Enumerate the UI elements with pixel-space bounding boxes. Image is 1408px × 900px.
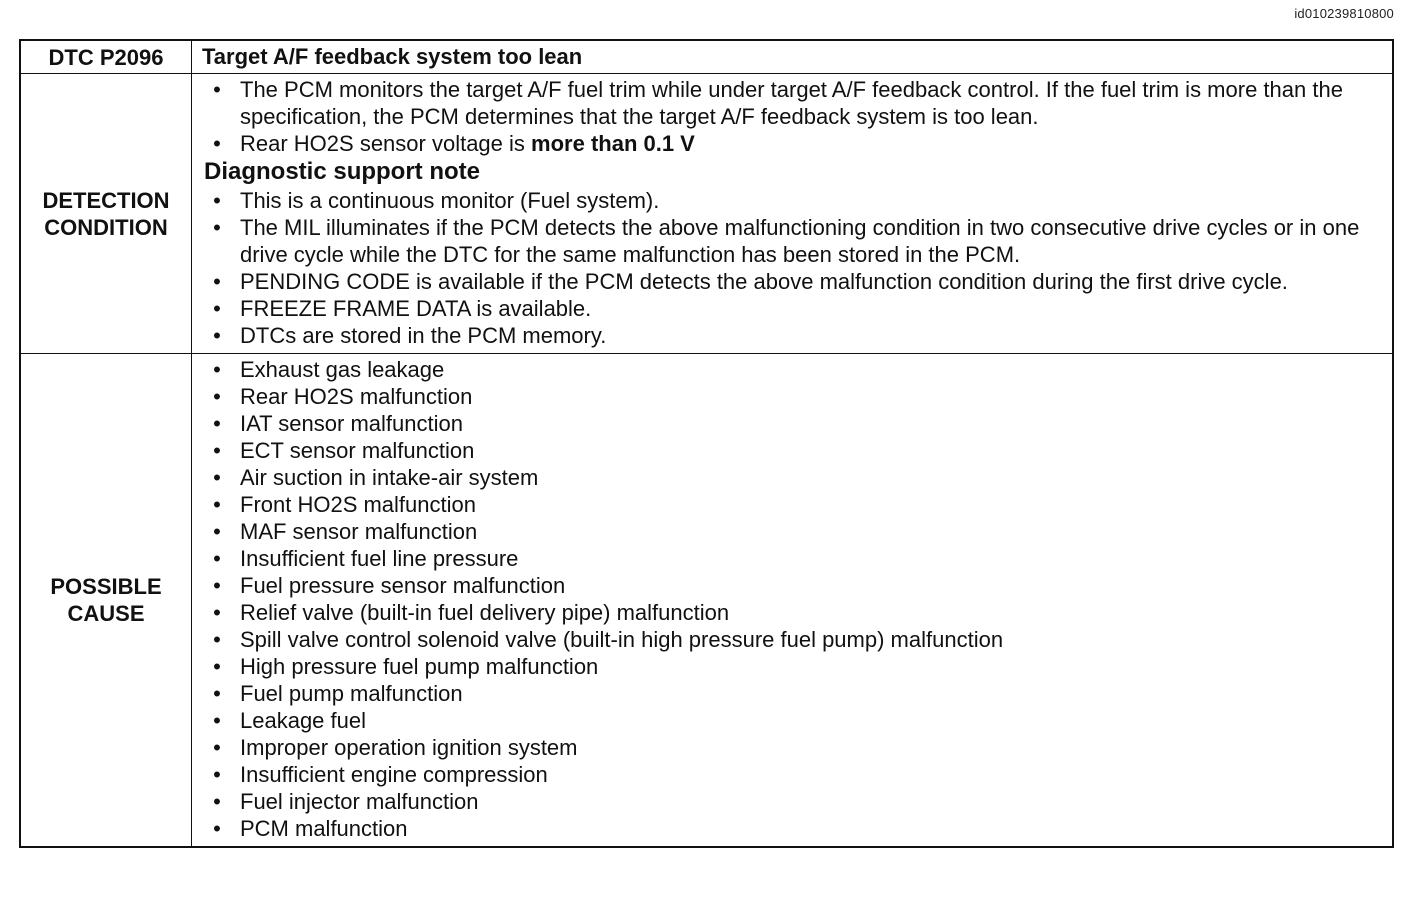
bullet-icon: • bbox=[213, 296, 221, 321]
possible-cause-label bbox=[20, 354, 192, 848]
possible-cause-text: PCM malfunction bbox=[240, 816, 408, 841]
support-note-list bbox=[204, 187, 1382, 349]
possible-cause-text: Improper operation ignition system bbox=[240, 735, 578, 760]
list-item bbox=[204, 187, 1382, 214]
bullet-icon: • bbox=[213, 323, 221, 348]
possible-cause-text: ECT sensor malfunction bbox=[240, 438, 475, 463]
bullet-icon: • bbox=[213, 519, 221, 544]
dtc-table bbox=[19, 39, 1394, 848]
list-item bbox=[204, 653, 1382, 680]
bullet-icon: • bbox=[213, 188, 221, 213]
list-item bbox=[204, 76, 1382, 130]
support-note-text: PENDING CODE is available if the PCM detects the above malfunction condition during the first drive cycle. bbox=[240, 269, 1288, 294]
bullet-icon: • bbox=[213, 573, 221, 598]
possible-cause-label-line2: CAUSE bbox=[67, 601, 145, 626]
bullet-icon: • bbox=[213, 269, 221, 294]
list-item bbox=[204, 295, 1382, 322]
possible-cause-content bbox=[192, 354, 1394, 848]
detection-label-line1: DETECTION bbox=[42, 187, 170, 213]
bullet-icon: • bbox=[213, 789, 221, 814]
bullet-icon: • bbox=[213, 492, 221, 517]
bullet-icon: • bbox=[213, 546, 221, 571]
bullet-icon: • bbox=[213, 357, 221, 382]
detection-text: The PCM monitors the target A/F fuel trim while under target A/F feedback control. If the fuel trim is more than the specification, the PCM determines that the target A/F feedback system is too lean. bbox=[240, 77, 1343, 129]
bullet-icon: • bbox=[213, 384, 221, 409]
possible-cause-text: Front HO2S malfunction bbox=[240, 492, 476, 517]
bullet-icon: • bbox=[213, 654, 221, 679]
list-item bbox=[204, 572, 1382, 599]
list-item bbox=[204, 734, 1382, 761]
list-item bbox=[204, 130, 1382, 157]
list-item bbox=[204, 491, 1382, 518]
possible-cause-text: Relief valve (built-in fuel delivery pipe) malfunction bbox=[240, 600, 730, 625]
support-note-text: DTCs are stored in the PCM memory. bbox=[240, 323, 607, 348]
list-item bbox=[204, 464, 1382, 491]
voltage-text: Rear HO2S sensor voltage is bbox=[240, 131, 532, 156]
possible-cause-text: Fuel pressure sensor malfunction bbox=[240, 573, 566, 598]
bullet-icon: • bbox=[213, 411, 221, 436]
bullet-icon: • bbox=[213, 735, 221, 760]
detection-label bbox=[20, 74, 192, 354]
list-item bbox=[204, 815, 1382, 842]
possible-cause-row bbox=[20, 354, 1393, 848]
possible-cause-list bbox=[204, 356, 1382, 842]
bullet-icon: • bbox=[213, 681, 221, 706]
bullet-icon: • bbox=[213, 131, 221, 156]
bullet-icon: • bbox=[213, 600, 221, 625]
dtc-code: DTC P2096 bbox=[20, 40, 192, 74]
support-note-text: The MIL illuminates if the PCM detects the above malfunctioning condition in two consecutive drive cycles or in one drive cycle while the DTC for the same malfunction has been stored in the PCM. bbox=[240, 215, 1360, 267]
possible-cause-text: Air suction in intake-air system bbox=[240, 465, 539, 490]
support-note-heading: Diagnostic support note bbox=[204, 158, 480, 185]
list-item bbox=[204, 680, 1382, 707]
possible-cause-text: Exhaust gas leakage bbox=[240, 357, 445, 382]
list-item bbox=[204, 518, 1382, 545]
possible-cause-text: Fuel injector malfunction bbox=[240, 789, 479, 814]
bullet-icon: • bbox=[213, 627, 221, 652]
possible-cause-text: Fuel pump malfunction bbox=[240, 681, 463, 706]
support-note-text: This is a continuous monitor (Fuel system). bbox=[240, 188, 660, 213]
bullet-icon: • bbox=[213, 438, 221, 463]
list-item bbox=[204, 322, 1382, 349]
support-note-text: FREEZE FRAME DATA is available. bbox=[240, 296, 592, 321]
detection-label-line2: CONDITION bbox=[44, 214, 168, 240]
list-item bbox=[204, 268, 1382, 295]
list-item bbox=[204, 545, 1382, 572]
list-item bbox=[204, 437, 1382, 464]
dtc-title: Target A/F feedback system too lean bbox=[192, 40, 1394, 74]
bullet-icon: • bbox=[213, 215, 221, 240]
possible-cause-text: Insufficient engine compression bbox=[240, 762, 548, 787]
detection-list bbox=[204, 76, 1382, 157]
header-row bbox=[20, 40, 1393, 74]
document-id: id010239810800 bbox=[1294, 6, 1394, 21]
list-item bbox=[204, 761, 1382, 788]
bullet-icon: • bbox=[213, 816, 221, 841]
list-item bbox=[204, 788, 1382, 815]
possible-cause-text: Spill valve control solenoid valve (built-in high pressure fuel pump) malfunction bbox=[240, 627, 1004, 652]
list-item bbox=[204, 356, 1382, 383]
detection-content bbox=[192, 74, 1394, 354]
list-item bbox=[204, 626, 1382, 653]
possible-cause-text: Insufficient fuel line pressure bbox=[240, 546, 519, 571]
bullet-icon: • bbox=[213, 77, 221, 102]
list-item bbox=[204, 383, 1382, 410]
possible-cause-text: IAT sensor malfunction bbox=[240, 411, 463, 436]
bullet-icon: • bbox=[213, 708, 221, 733]
possible-cause-label-line1: POSSIBLE bbox=[50, 574, 162, 599]
possible-cause-text: Leakage fuel bbox=[240, 708, 366, 733]
list-item bbox=[204, 707, 1382, 734]
list-item bbox=[204, 214, 1382, 268]
possible-cause-text: MAF sensor malfunction bbox=[240, 519, 478, 544]
possible-cause-text: High pressure fuel pump malfunction bbox=[240, 654, 599, 679]
possible-cause-text: Rear HO2S malfunction bbox=[240, 384, 473, 409]
bullet-icon: • bbox=[213, 762, 221, 787]
voltage-threshold: more than 0.1 V bbox=[531, 131, 695, 156]
list-item bbox=[204, 410, 1382, 437]
detection-row bbox=[20, 74, 1393, 354]
bullet-icon: • bbox=[213, 465, 221, 490]
list-item bbox=[204, 599, 1382, 626]
